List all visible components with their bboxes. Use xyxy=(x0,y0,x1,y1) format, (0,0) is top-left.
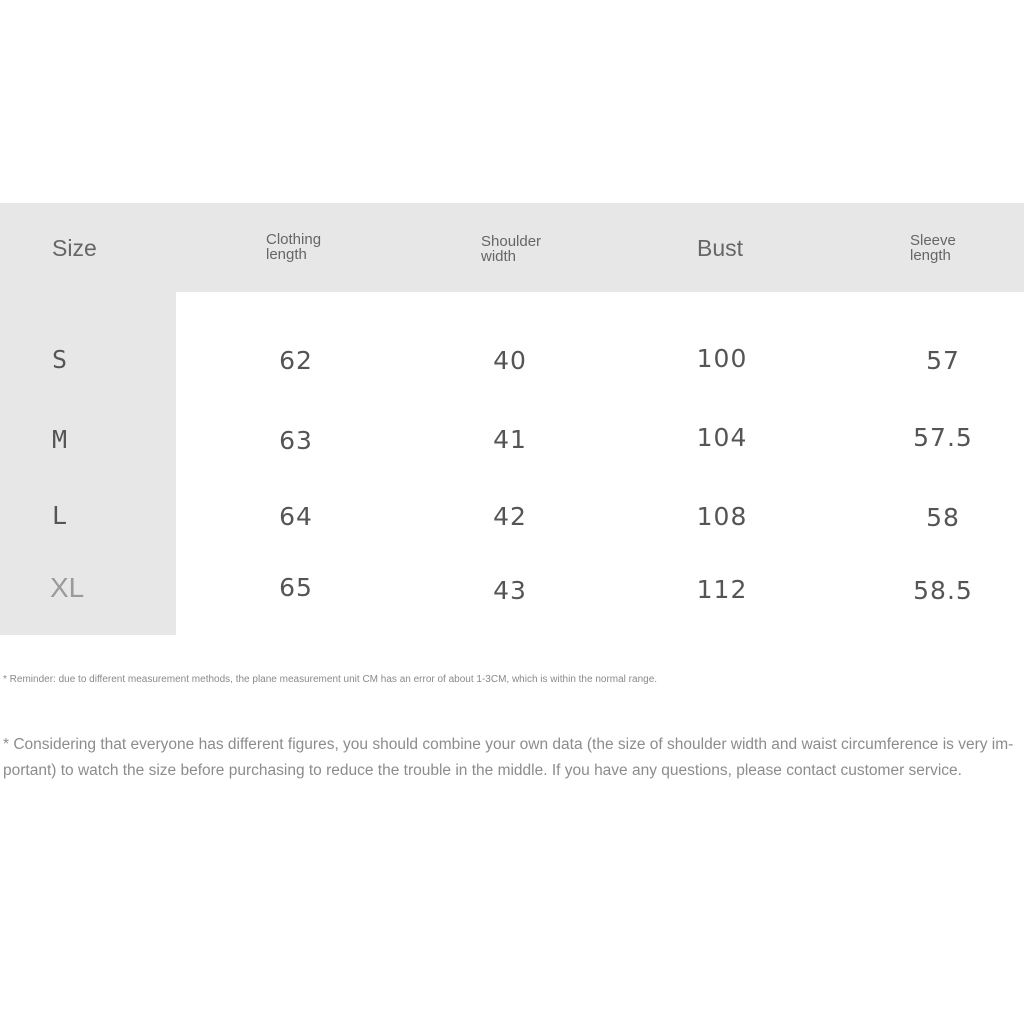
header-shoulder-width: Shoulder width xyxy=(481,233,542,265)
cell-sleeve-length: 58.5 xyxy=(913,576,973,605)
cell-clothing-length: 63 xyxy=(279,426,313,455)
cell-clothing-length: 64 xyxy=(279,502,313,531)
header-size: Size xyxy=(52,235,97,261)
cell-sleeve-length: 58 xyxy=(926,503,960,532)
cell-bust: 108 xyxy=(696,502,748,531)
cell-sleeve-length: 57.5 xyxy=(913,423,973,452)
row-size-label: L xyxy=(52,501,68,530)
size-advice-note: * Considering that everyone has different figures, you should combine your own data (the size of shoulder width and waist circumference is very im-portant) to watch the size before purchasing to reduce the trouble in the middle. If you have any questions, please contact customer service. xyxy=(3,736,1014,779)
cell-sleeve-length: 57 xyxy=(926,346,960,375)
row-size-label: XL xyxy=(50,572,85,603)
header-bust: Bust xyxy=(697,235,744,261)
row-size-label: M xyxy=(52,425,68,454)
cell-shoulder-width: 42 xyxy=(493,502,527,531)
header-sleeve-length: Sleeve length xyxy=(910,232,956,264)
cell-clothing-length: 65 xyxy=(279,573,313,602)
row-size-label: S xyxy=(52,345,68,374)
measurement-reminder-note: * Reminder: due to different measurement methods, the plane measurement unit CM has an error of about 1-3CM, which is within the normal range. xyxy=(3,674,658,685)
header-clothing-length: Clothing length xyxy=(266,231,322,263)
cell-shoulder-width: 40 xyxy=(493,346,527,375)
cell-shoulder-width: 43 xyxy=(493,576,527,605)
cell-bust: 100 xyxy=(696,344,748,373)
cell-bust: 112 xyxy=(696,575,748,604)
cell-shoulder-width: 41 xyxy=(493,425,527,454)
cell-bust: 104 xyxy=(696,423,748,452)
cell-clothing-length: 62 xyxy=(279,346,313,375)
